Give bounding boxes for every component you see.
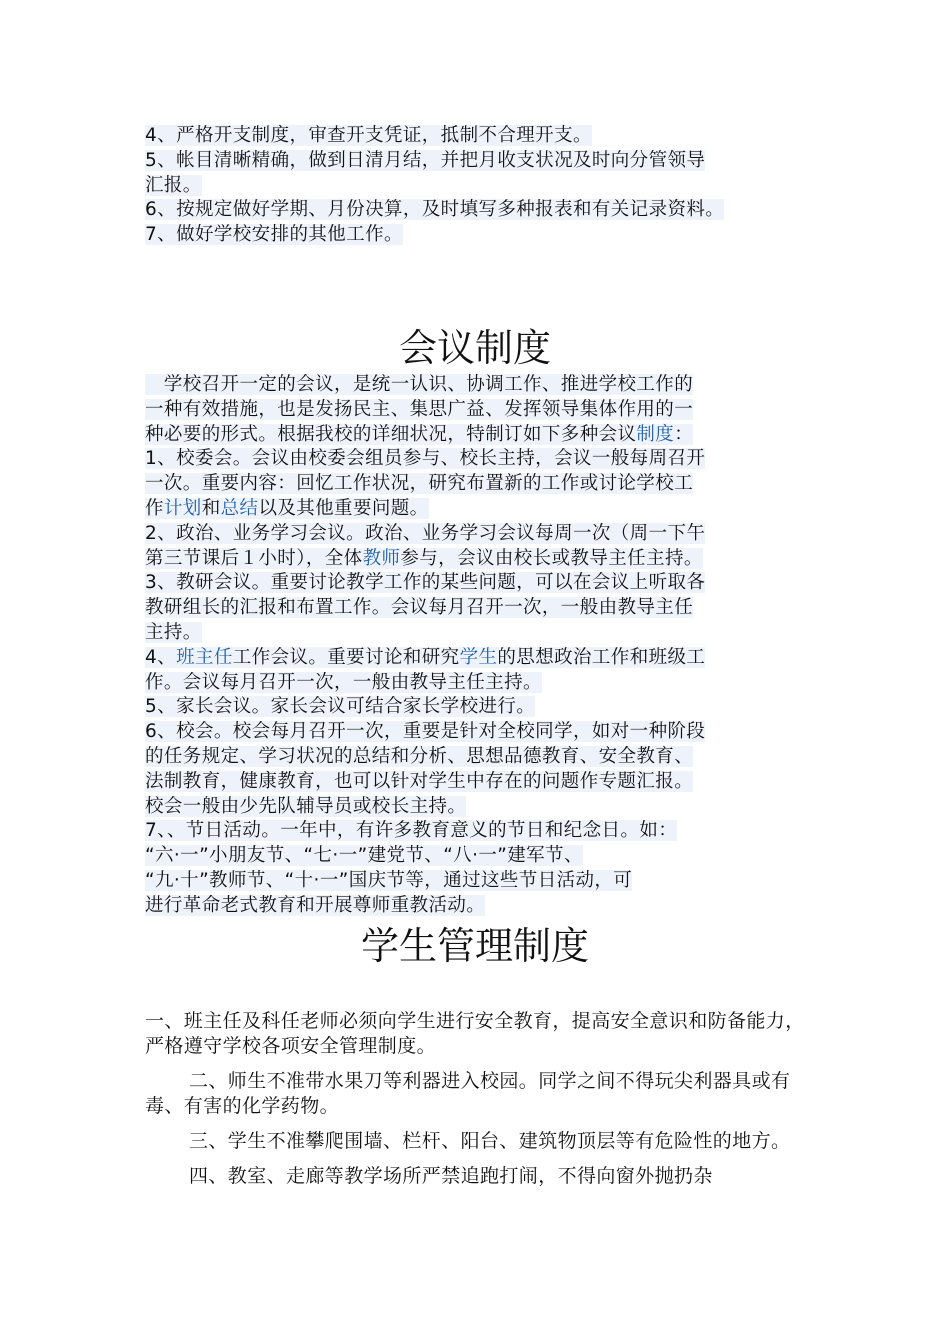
list-item: 第三节课后１小时），全体教师参与，会议由校长或教导主任主持。 (145, 547, 703, 569)
list-item: “六·一”小朋友节、“七·一”建党节、“八·一”建军节、 (145, 845, 583, 867)
list-item: 6、校会。校会每月召开一次，重要是针对全校同学，如对一种阶段 (145, 721, 706, 743)
paragraph-line: 学校召开一定的会议，是统一认识、协调工作、推进学校工作的 (145, 374, 694, 395)
meeting-body (145, 373, 825, 919)
list-item: 1、校委会。会议由校委会组员参与、校长主持，会议一般每周召开 (145, 448, 706, 470)
list-item: “九·十”教师节、“十·一”国庆节等，通过这些节日活动，可 (145, 869, 633, 891)
link-jihua[interactable]: 计划 (163, 497, 202, 519)
paragraph-line: 种必要的形式。根据我校的详细状况，特制订如下多种会议制度： (145, 423, 694, 445)
list-item: 5、家长会议。家长会议可结合家长学校进行。 (145, 696, 536, 718)
list-item: 法制教育，健康教育，也可以针对学生中存在的问题作专题汇报。 (145, 770, 694, 792)
paragraph: 三、学生不准攀爬围墙、栏杆、阳台、建筑物顶层等有危险性的地方。 (189, 1130, 791, 1152)
link-banzhuren[interactable]: 班主任 (176, 646, 233, 668)
list-item: 教研组长的汇报和布置工作。会议每月召开一次，一般由教导主任 (145, 597, 694, 619)
list-item: 进行革命老式教育和开展尊师重教活动。 (145, 894, 486, 916)
list-item: 5、帐目清晰精确，做到日清月结，并把月收支状况及时向分管领导 (145, 149, 706, 171)
meeting-title: 会议制度 (398, 326, 551, 370)
list-item: 3、教研会议。重要讨论教学工作的某些问题，可以在会议上听取各 (145, 572, 706, 594)
paragraph: 一、班主任及科任老师必须向学生进行安全教育，提高安全意识和防备能力，严格遵守学校各项安全管理制度。 (145, 1010, 805, 1057)
list-item: 主持。 (145, 621, 202, 643)
list-item: 的任务规定、学习状况的总结和分析、思想品德教育、安全教育、 (145, 745, 694, 767)
list-item: 4、班主任工作会议。重要讨论和研究学生的思想政治工作和班级工 (145, 646, 706, 668)
link-xuesheng[interactable]: 学生 (459, 646, 498, 668)
list-item: 7、做好学校安排的其他工作。 (145, 224, 403, 246)
list-item: 2、政治、业务学习会议。政治、业务学习会议每周一次（周一下午 (145, 522, 706, 544)
link-jiaoshi[interactable]: 教师 (362, 547, 401, 569)
list-item: 汇报。 (145, 174, 202, 196)
list-item: 6、按规定做好学期、月份决算，及时填写多种报表和有关记录资料。 (145, 199, 725, 221)
list-item: 4、严格开支制度，审查开支凭证，抵制不合理开支。 (145, 125, 592, 146)
link-zongjie[interactable]: 总结 (220, 497, 259, 519)
link-zhidu[interactable]: 制度 (636, 423, 675, 445)
list-item: 7、、节日活动。一年中，有许多教育意义的节日和纪念日。如： (145, 820, 678, 842)
student-title: 学生管理制度 (360, 924, 589, 968)
paragraph: 四、教室、走廊等教学场所严禁追跑打闹，不得向窗外抛扔杂 (189, 1165, 713, 1187)
finance-list (145, 124, 825, 248)
list-item: 作。会议每月召开一次，一般由教导主任主持。 (145, 671, 542, 693)
list-item: 校会一般由少先队辅导员或校长主持。 (145, 795, 467, 817)
list-item: 一次。重要内容：回忆工作状况，研究布置新的工作或讨论学校工 (145, 473, 694, 495)
student-body (145, 1009, 810, 1189)
paragraph: 二、师生不准带水果刀等利器进入校园。同学之间不得玩尖利器具或有毒、有害的化学药物。 (145, 1070, 791, 1117)
paragraph-line: 一种有效措施，也是发扬民主、集思广益、发挥领导集体作用的一 (145, 398, 694, 420)
list-item: 作计划和总结以及其他重要问题。 (145, 497, 429, 519)
